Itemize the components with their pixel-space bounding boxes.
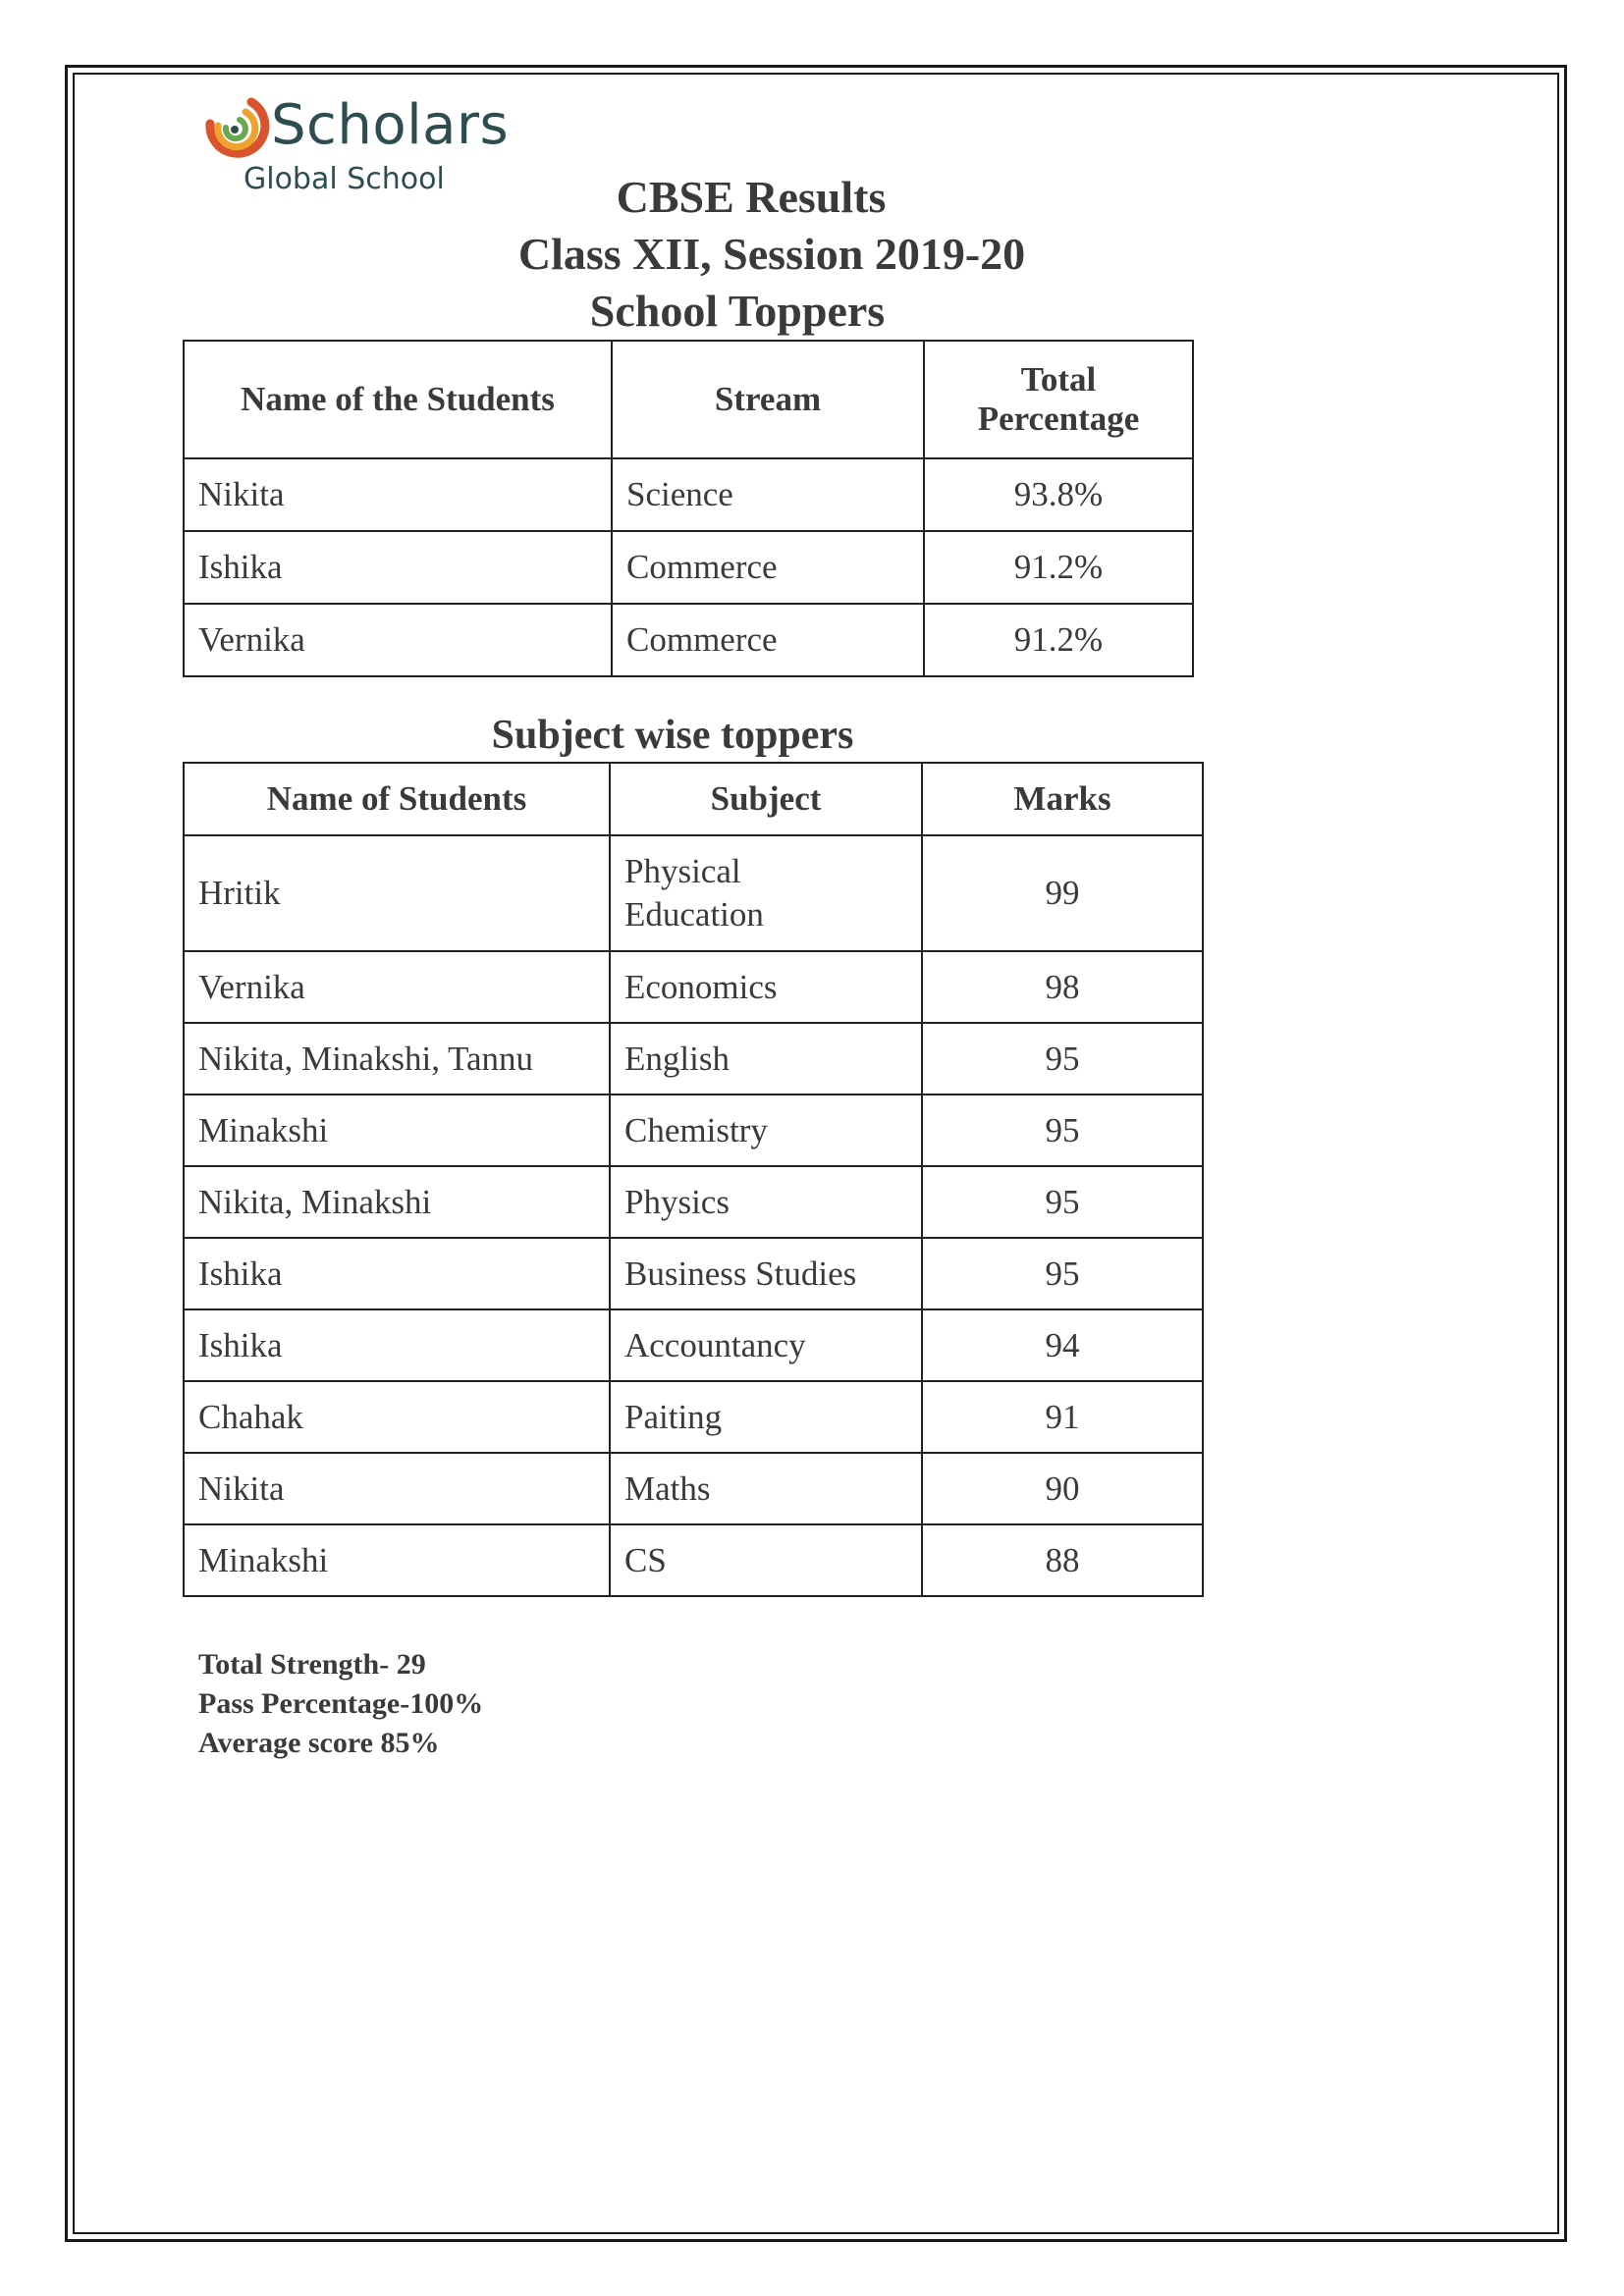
subject: Paiting — [610, 1381, 922, 1453]
student-name: Minakshi — [184, 1095, 610, 1166]
student-name: Hritik — [184, 835, 610, 951]
logo-subtitle: Global School — [244, 162, 445, 196]
subject: Chemistry — [610, 1095, 922, 1166]
subject-toppers-table — [183, 762, 1204, 1597]
table-row — [184, 1023, 1203, 1095]
section-title-school-toppers: School Toppers — [589, 286, 886, 336]
logo-swirl-icon — [190, 84, 279, 173]
marks: 95 — [922, 1095, 1203, 1166]
percentage: 91.2% — [924, 604, 1193, 676]
table-row — [184, 1453, 1203, 1524]
page-title: CBSE Results — [616, 172, 887, 222]
table-row — [184, 531, 1193, 604]
student-name: Nikita — [184, 458, 612, 531]
stream: Science — [612, 458, 924, 531]
student-name: Minakshi — [184, 1524, 610, 1596]
student-name: Ishika — [184, 1238, 610, 1309]
table-row — [184, 1381, 1203, 1453]
student-name: Vernika — [184, 604, 612, 676]
school-toppers-table — [183, 340, 1194, 677]
table-header-row — [184, 341, 1193, 458]
marks: 99 — [922, 835, 1203, 951]
results-summary — [198, 1645, 483, 1763]
subject: Physics — [610, 1166, 922, 1238]
table-row — [184, 835, 1203, 951]
column-header: Subject — [610, 763, 922, 835]
marks: 91 — [922, 1381, 1203, 1453]
subject: Accountancy — [610, 1309, 922, 1381]
page-subtitle: Class XII, Session 2019-20 — [517, 229, 1026, 279]
marks: 95 — [922, 1023, 1203, 1095]
marks: 88 — [922, 1524, 1203, 1596]
total-strength: Total Strength- 29 — [198, 1648, 426, 1681]
student-name: Ishika — [184, 1309, 610, 1381]
column-header: Marks — [922, 763, 1203, 835]
column-header: Name of Students — [184, 763, 610, 835]
student-name: Nikita, Minakshi — [184, 1166, 610, 1238]
logo-wordmark: Scholars — [271, 93, 510, 157]
student-name: Chahak — [184, 1381, 610, 1453]
table-row — [184, 1095, 1203, 1166]
student-name: Nikita, Minakshi, Tannu — [184, 1023, 610, 1095]
marks: 94 — [922, 1309, 1203, 1381]
student-name: Vernika — [184, 951, 610, 1023]
table-row — [184, 1238, 1203, 1309]
percentage: 91.2% — [924, 531, 1193, 604]
section-title-subject-toppers: Subject wise toppers — [491, 713, 854, 758]
stream: Commerce — [612, 531, 924, 604]
subject: Economics — [610, 951, 922, 1023]
subject: Business Studies — [610, 1238, 922, 1309]
subject: Maths — [610, 1453, 922, 1524]
table-row — [184, 1166, 1203, 1238]
marks: 95 — [922, 1238, 1203, 1309]
column-header: Name of the Students — [184, 341, 612, 458]
table-header-row — [184, 763, 1203, 835]
stream: Commerce — [612, 604, 924, 676]
column-header: Total Percentage — [924, 341, 1193, 458]
table-row — [184, 1524, 1203, 1596]
subject: CS — [610, 1524, 922, 1596]
column-header: Stream — [612, 341, 924, 458]
pass-percentage: Pass Percentage-100% — [198, 1687, 484, 1720]
table-row — [184, 458, 1193, 531]
table-row — [184, 951, 1203, 1023]
table-row — [184, 1309, 1203, 1381]
percentage: 93.8% — [924, 458, 1193, 531]
subject: English — [610, 1023, 922, 1095]
average-score: Average score 85% — [198, 1727, 440, 1759]
marks: 90 — [922, 1453, 1203, 1524]
table-row — [184, 604, 1193, 676]
subject: Physical Education — [610, 835, 922, 951]
marks: 98 — [922, 951, 1203, 1023]
marks: 95 — [922, 1166, 1203, 1238]
student-name: Nikita — [184, 1453, 610, 1524]
student-name: Ishika — [184, 531, 612, 604]
